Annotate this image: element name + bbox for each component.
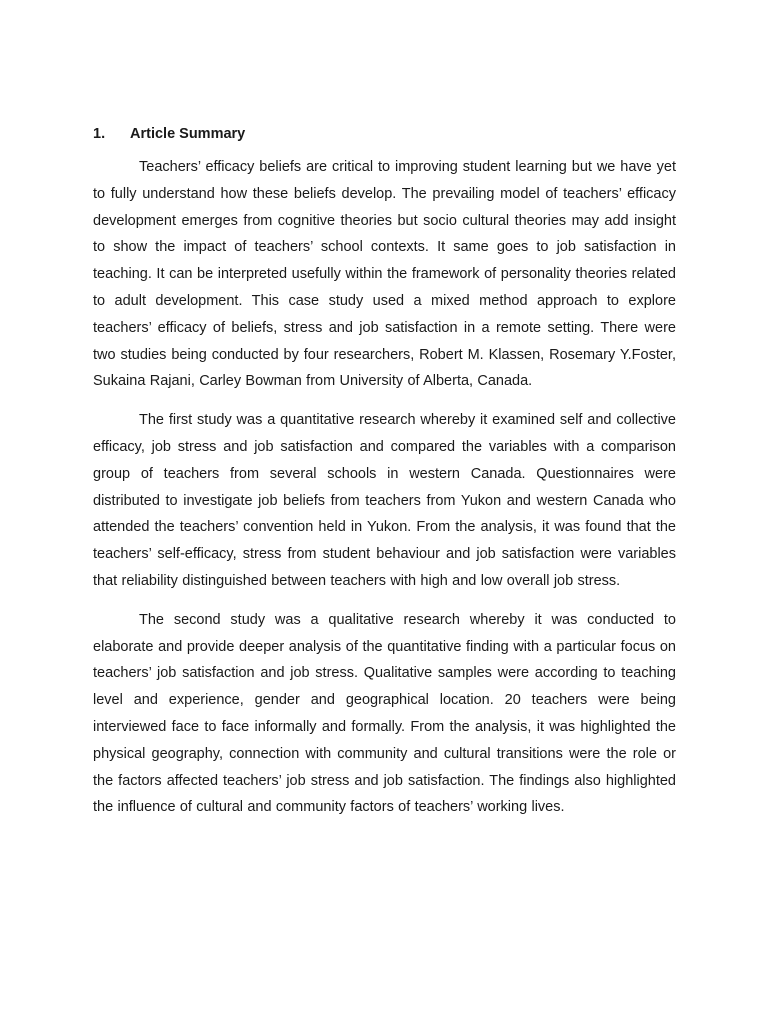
section-number: 1. — [93, 126, 106, 142]
paragraph-first-study: The first study was a quantitative research whereby it examined self and collective efficacy, job stress and job satisfaction and compared the variables with a comparison group of teachers from several schools in western Canada. Questionnaires were distributed to investigate job beliefs from teachers from Yukon and western Canada who attended the teachers’ convention held in Yukon. From the analysis, it was found that the teachers’ self-efficacy, stress from student behaviour and job satisfaction were variables that reliability distinguished between teachers with high and low overall job stress. — [93, 412, 676, 589]
section-heading — [93, 122, 676, 146]
paragraph-second-study: The second study was a qualitative research whereby it was conducted to elaborate and provide deeper analysis of the quantitative finding with a particular focus on teachers’ job satisfaction and job stress. Qualitative samples were according to teaching level and experience, gender and geographical location. 20 teachers were being interviewed face to face informally and formally. From the analysis, it was highlighted the physical geography, connection with community and cultural transitions were the role or the factors affected teachers’ job stress and job satisfaction. The findings also highlighted the influence of cultural and community factors of teachers’ working lives. — [93, 611, 676, 816]
document-body — [93, 122, 676, 833]
section-title: Article Summary — [130, 126, 246, 142]
paragraph-intro: Teachers’ efficacy beliefs are critical to improving student learning but we have yet to fully understand how these beliefs develop. The prevailing model of teachers’ efficacy development emerges from cognitive theories but socio cultural theories may add insight to show the impact of teachers’ school contexts. It same goes to job satisfaction in teaching. It can be interpreted usefully within the framework of personality theories related to adult development. This case study used a mixed method approach to explore teachers’ efficacy of beliefs, stress and job satisfaction in a remote setting. There were two studies being conducted by four researchers, Robert M. Klassen, Rosemary Y.Foster, Sukaina Rajani, Carley Bowman from University of Alberta, Canada. — [93, 159, 676, 390]
